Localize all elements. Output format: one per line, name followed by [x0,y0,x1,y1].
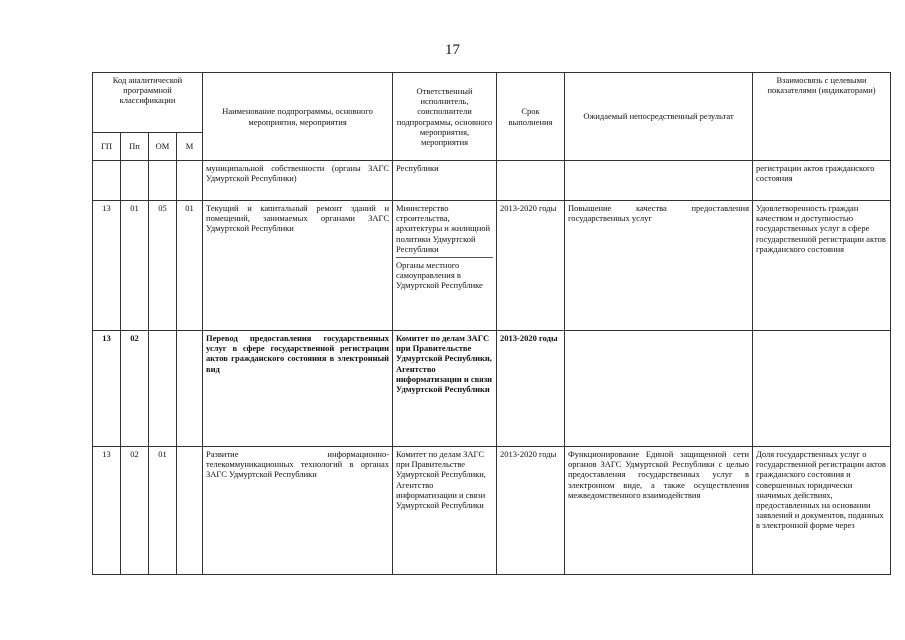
responsible-primary: Министерство строительства, архитектуры и жилищной политики Удмуртской Республики [396,203,491,254]
cell-term: 2013-2020 годы [497,447,565,575]
cell-gp: 13 [93,447,121,575]
cell-pp: 01 [121,201,149,331]
cell-name: Текущий и капитальный ремонт зданий и помещений, занимаемых органами ЗАГС Удмуртской Республики [203,201,393,331]
cell-name: муниципальной собственности (органы ЗАГС Удмуртской Республики) [203,161,393,201]
cell-m [177,447,203,575]
header-relation: Взаимосвязь с целевыми показателями (индикаторами) [753,73,891,161]
cell-name: Перевод предоставления государственных услуг в сфере государственной регистрации актов гражданского состояния в электронный вид [203,331,393,447]
header-row [93,73,891,133]
cell-m: 01 [177,201,203,331]
cell-om [149,331,177,447]
cell-term: 2013-2020 годы [497,331,565,447]
cell-relation: Удовлетворенность граждан качеством и доступностью государственных услуг в сфере государственной регистрации актов гражданского состояния [753,201,891,331]
cell-om [149,161,177,201]
cell-relation [753,331,891,447]
header-code-om: ОМ [149,133,177,161]
header-responsible: Ответственный исполнитель, соисполнители подпрограммы, основного мероприятия, мероприятия [393,73,497,161]
header-code-pp: Пп [121,133,149,161]
cell-responsible: Комитет по делам ЗАГС при Правительстве Удмуртской Республики, Агентство информатизации и связи Удмуртской Республики [393,331,497,447]
header-result: Ожидаемый непосредственный результат [565,73,753,161]
cell-name: Развитие информационно-телекоммуникационных технологий в органах ЗАГС Удмуртской Республики [203,447,393,575]
cell-result [565,161,753,201]
cell-term [497,161,565,201]
cell-relation: Доля государственных услуг о государственной регистрации актов гражданского состояния и совершенных юридически значимых действиях, предоставленных на основании заявлений и документов, поданных в электронной форме через [753,447,891,575]
header-code-gp: ГП [93,133,121,161]
cell-gp [93,161,121,201]
cell-om: 01 [149,447,177,575]
cell-m [177,331,203,447]
cell-om: 05 [149,201,177,331]
header-code-group: Код аналитической программной классификации [93,73,203,133]
cell-term: 2013-2020 годы [497,201,565,331]
responsible-secondary: Органы местного самоуправления в Удмуртской Республике [396,257,493,291]
cell-responsible: Республики [393,161,497,201]
cell-result: Функционирование Единой защищенной сети органов ЗАГС Удмуртской Республики с целью предоставления государственных услуг в электронном виде, а также осуществления межведомственного взаимодействия [565,447,753,575]
cell-responsible: Комитет по делам ЗАГС при Правительстве Удмуртской Республики, Агентство информатизации и связи Удмуртской Республики [393,447,497,575]
cell-relation: регистрации актов гражданского состояния [753,161,891,201]
cell-result [565,331,753,447]
cell-pp: 02 [121,447,149,575]
cell-m [177,161,203,201]
page-number: 17 [445,42,460,58]
table-row [93,331,891,447]
header-name: Наименование подпрограммы, основного мероприятия, мероприятия [203,73,393,161]
header-code-m: М [177,133,203,161]
program-table [92,72,891,575]
cell-gp: 13 [93,201,121,331]
cell-gp: 13 [93,331,121,447]
cell-responsible [393,201,497,331]
cell-result: Повышение качества предоставления государственных услуг [565,201,753,331]
table-row [93,161,891,201]
header-term: Срок выполнения [497,73,565,161]
table-row [93,201,891,331]
cell-pp: 02 [121,331,149,447]
table-row [93,447,891,575]
cell-pp [121,161,149,201]
